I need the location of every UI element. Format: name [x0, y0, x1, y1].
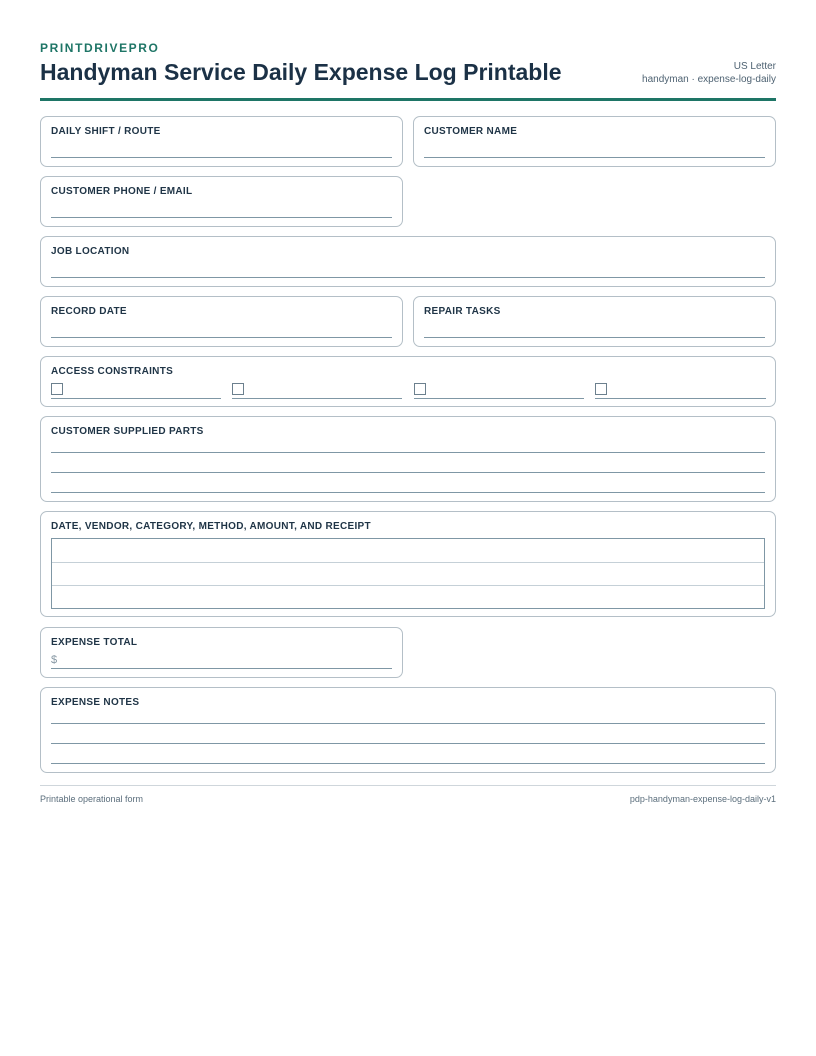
expense-total-field — [40, 627, 403, 678]
brand-name: PRINTDRIVEPRO — [40, 41, 160, 55]
record-date-input-line[interactable] — [51, 337, 392, 338]
customer-name-input-line[interactable] — [424, 157, 765, 158]
field-label: EXPENSE NOTES — [51, 697, 140, 708]
form-footer — [40, 785, 776, 804]
option-input-line[interactable] — [595, 398, 766, 399]
repair-tasks-input-line[interactable] — [424, 337, 765, 338]
record-date-field — [40, 296, 403, 347]
table-row-divider — [52, 585, 764, 586]
expense-table — [51, 538, 765, 609]
checkbox[interactable] — [595, 383, 607, 395]
daily-shift-route-field — [40, 116, 403, 167]
field-label: CUSTOMER NAME — [424, 126, 518, 137]
footer-caption: Printable operational form — [40, 794, 144, 804]
access-constraint-option-2 — [232, 382, 402, 399]
form-header — [40, 0, 776, 101]
notes-input-line-2[interactable] — [51, 743, 765, 744]
job-location-field — [40, 236, 776, 287]
expense-notes-field — [40, 687, 776, 773]
option-input-line[interactable] — [414, 398, 584, 399]
field-label: RECORD DATE — [51, 306, 127, 317]
repair-tasks-field — [413, 296, 776, 347]
expense-table-field — [40, 511, 776, 617]
field-label: JOB LOCATION — [51, 246, 130, 257]
field-label: ACCESS CONSTRAINTS — [51, 366, 174, 377]
job-location-input-line[interactable] — [51, 277, 765, 278]
paper-size: US Letter — [733, 61, 776, 72]
form-meta — [642, 60, 776, 86]
field-label: DATE, VENDOR, CATEGORY, METHOD, AMOUNT, AND RECEIPT — [51, 521, 371, 532]
table-row-divider — [52, 562, 764, 563]
notes-input-line-1[interactable] — [51, 723, 765, 724]
parts-input-line-3[interactable] — [51, 492, 765, 493]
form-page — [40, 0, 776, 804]
access-constraints-field — [40, 356, 776, 407]
form-slug: handyman · expense-log-daily — [642, 74, 776, 85]
parts-input-line-1[interactable] — [51, 452, 765, 453]
checkbox[interactable] — [51, 383, 63, 395]
access-constraint-option-4 — [595, 382, 766, 399]
customer-contact-input-line[interactable] — [51, 217, 392, 218]
checkbox[interactable] — [232, 383, 244, 395]
customer-name-field — [413, 116, 776, 167]
field-label: EXPENSE TOTAL — [51, 637, 138, 648]
access-constraint-option-1 — [51, 382, 221, 399]
checkbox[interactable] — [414, 383, 426, 395]
daily-shift-route-input-line[interactable] — [51, 157, 392, 158]
field-label: CUSTOMER SUPPLIED PARTS — [51, 426, 204, 437]
expense-total-input-line[interactable] — [51, 668, 392, 669]
customer-contact-field — [40, 176, 403, 227]
parts-input-line-2[interactable] — [51, 472, 765, 473]
option-input-line[interactable] — [51, 398, 221, 399]
field-label: DAILY SHIFT / ROUTE — [51, 126, 161, 137]
form-title: Handyman Service Daily Expense Log Printable — [40, 59, 562, 85]
access-constraint-option-3 — [414, 382, 584, 399]
field-label: REPAIR TASKS — [424, 306, 501, 317]
currency-symbol: $ — [51, 654, 58, 666]
field-label: CUSTOMER PHONE / EMAIL — [51, 186, 193, 197]
option-input-line[interactable] — [232, 398, 402, 399]
customer-supplied-parts-field — [40, 416, 776, 502]
footer-form-id: pdp-handyman-expense-log-daily-v1 — [629, 794, 776, 804]
notes-input-line-3[interactable] — [51, 763, 765, 764]
